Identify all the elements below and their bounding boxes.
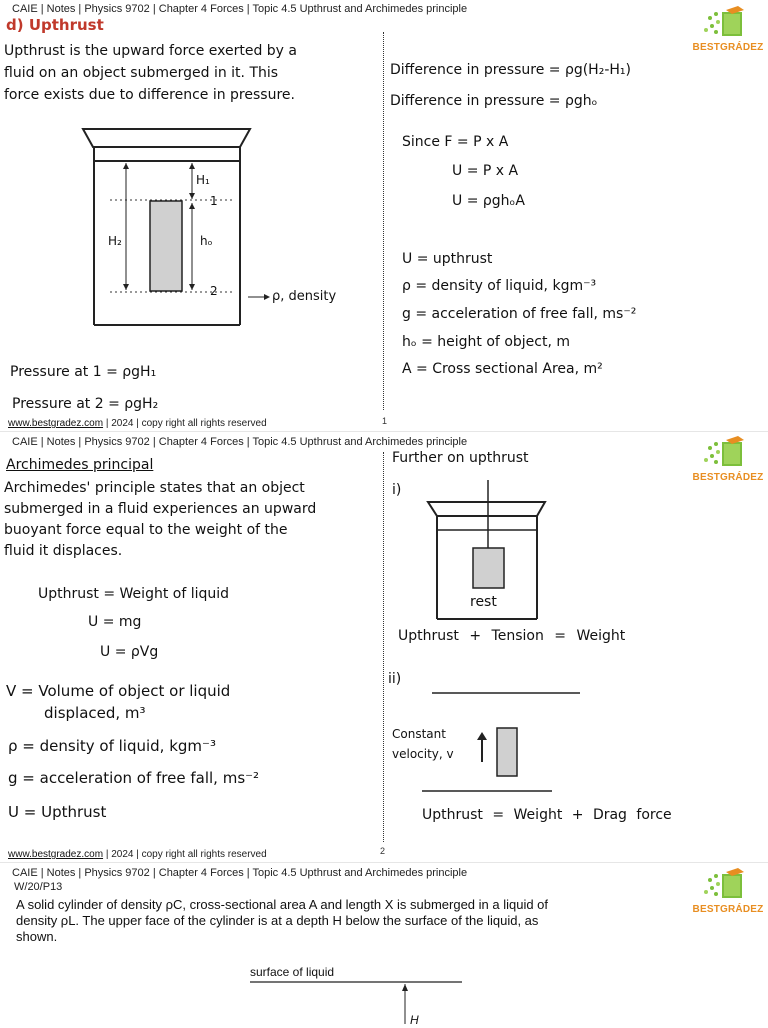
definition-volume-cont: displaced, m³ bbox=[44, 704, 146, 722]
bottom-line bbox=[420, 788, 556, 794]
label-ho: hₒ bbox=[200, 234, 213, 248]
copyright-text: | 2024 | copy right all rights reserved bbox=[105, 418, 267, 429]
section-heading: Archimedes principal bbox=[6, 457, 154, 473]
equation-upthrust-weight: Upthrust = Weight of liquid bbox=[38, 586, 230, 602]
pressure-at-1: Pressure at 1 = ρgH₁ bbox=[10, 364, 157, 380]
definition-ho: hₒ = height of object, m bbox=[402, 334, 570, 350]
bestgradez-logo bbox=[688, 4, 768, 74]
website-link[interactable]: www.bestgradez.com bbox=[8, 418, 104, 429]
label-point-2: 2 bbox=[210, 284, 218, 298]
section-heading: d) Upthrust bbox=[6, 16, 104, 34]
column-divider bbox=[383, 452, 384, 842]
intro-line: submerged in a fluid experiences an upward bbox=[4, 501, 317, 517]
definition-u: U = Upthrust bbox=[8, 803, 107, 821]
upthrust-formula-1: U = P x A bbox=[452, 163, 519, 179]
question-text bbox=[16, 897, 548, 945]
copyright-text: | 2024 | copy right all rights reserved bbox=[105, 849, 267, 860]
cylinder-diagram bbox=[248, 978, 468, 1024]
equation-drag: Upthrust = Weight + Drag force bbox=[422, 807, 672, 823]
intro-line: buoyant force equal to the weight of the bbox=[4, 522, 288, 538]
upthrust-formula-2: U = ρghₒA bbox=[452, 193, 525, 209]
page-footer bbox=[8, 418, 267, 429]
logo-text: BESTGRÁDEZ bbox=[692, 42, 764, 53]
definition-area: A = Cross sectional Area, m² bbox=[402, 361, 603, 377]
column-divider bbox=[383, 32, 384, 410]
pressure-difference-2: Difference in pressure = ρghₒ bbox=[390, 93, 598, 109]
further-upthrust-title: Further on upthrust bbox=[392, 450, 529, 466]
label-point-1: 1 bbox=[210, 194, 218, 208]
depth-h-label: H bbox=[410, 1013, 419, 1027]
case-ii-label: ii) bbox=[388, 671, 402, 687]
logo-book-icon bbox=[688, 866, 768, 906]
question-code: W/20/P13 bbox=[14, 881, 63, 893]
constant-label: Constant bbox=[392, 727, 446, 741]
question-line: shown. bbox=[16, 929, 58, 944]
archimedes-paragraph bbox=[4, 478, 316, 562]
definition-g: g = acceleration of free fall, ms⁻² bbox=[8, 769, 260, 787]
page-header: CAIE | Notes | Physics 9702 | Chapter 4 Forces | Topic 4.5 Upthrust and Archimedes principle bbox=[12, 867, 468, 879]
depth-arrow-icon bbox=[402, 984, 408, 991]
question-line: A solid cylinder of density ρC, cross-sectional area A and length X is submerged in a liquid of bbox=[16, 897, 549, 912]
definition-g: g = acceleration of free fall, ms⁻² bbox=[402, 306, 637, 322]
intro-line: fluid on an object submerged in it. This bbox=[4, 65, 279, 81]
intro-paragraph bbox=[4, 40, 297, 106]
equation-tension: Upthrust + Tension = Weight bbox=[398, 628, 626, 644]
surface-of-liquid-label: surface of liquid bbox=[250, 965, 335, 979]
label-h2: H₂ bbox=[108, 234, 122, 248]
velocity-label: velocity, v bbox=[392, 747, 454, 761]
case-i-label: i) bbox=[392, 482, 402, 498]
website-link[interactable]: www.bestgradez.com bbox=[8, 849, 104, 860]
equation-u-rhovg: U = ρVg bbox=[100, 644, 159, 660]
bestgradez-logo bbox=[688, 866, 768, 936]
moving-object-diagram bbox=[474, 726, 522, 778]
surface-line bbox=[430, 690, 584, 696]
intro-line: fluid it displaces. bbox=[4, 543, 123, 559]
rest-label: rest bbox=[470, 594, 497, 610]
page-header: CAIE | Notes | Physics 9702 | Chapter 4 Forces | Topic 4.5 Upthrust and Archimedes principle bbox=[12, 436, 468, 448]
definition-u: U = upthrust bbox=[402, 251, 493, 267]
page-separator bbox=[0, 431, 768, 432]
page-separator bbox=[0, 862, 768, 863]
intro-line: Archimedes' principle states that an object bbox=[4, 480, 305, 496]
up-arrow-icon bbox=[477, 732, 487, 740]
logo-text: BESTGRÁDEZ bbox=[692, 904, 764, 915]
logo-book-icon bbox=[688, 4, 768, 44]
label-density: ρ, density bbox=[272, 289, 337, 304]
page-number: 1 bbox=[382, 416, 388, 426]
intro-line: Upthrust is the upward force exerted by a bbox=[4, 43, 297, 59]
page-footer bbox=[8, 849, 267, 860]
label-h1: H₁ bbox=[196, 173, 210, 187]
page-header: CAIE | Notes | Physics 9702 | Chapter 4 Forces | Topic 4.5 Upthrust and Archimedes principle bbox=[12, 3, 468, 15]
pressure-difference-1: Difference in pressure = ρg(H₂-H₁) bbox=[390, 62, 631, 78]
definition-volume: V = Volume of object or liquid bbox=[6, 682, 231, 700]
since-formula: Since F = P x A bbox=[402, 134, 509, 150]
question-line: density ρL. The upper face of the cylinder is at a depth H below the surface of the liquid, as bbox=[16, 913, 539, 928]
logo-book-icon bbox=[688, 434, 768, 474]
pressure-at-2: Pressure at 2 = ρgH₂ bbox=[12, 396, 159, 412]
intro-line: force exists due to difference in pressure. bbox=[4, 87, 295, 103]
bestgradez-logo bbox=[688, 434, 768, 504]
definition-rho: ρ = density of liquid, kgm⁻³ bbox=[402, 278, 597, 294]
definition-rho: ρ = density of liquid, kgm⁻³ bbox=[8, 737, 216, 755]
page-number: 2 bbox=[380, 846, 386, 856]
logo-text: BESTGRÁDEZ bbox=[692, 472, 764, 483]
equation-u-mg: U = mg bbox=[88, 614, 142, 630]
